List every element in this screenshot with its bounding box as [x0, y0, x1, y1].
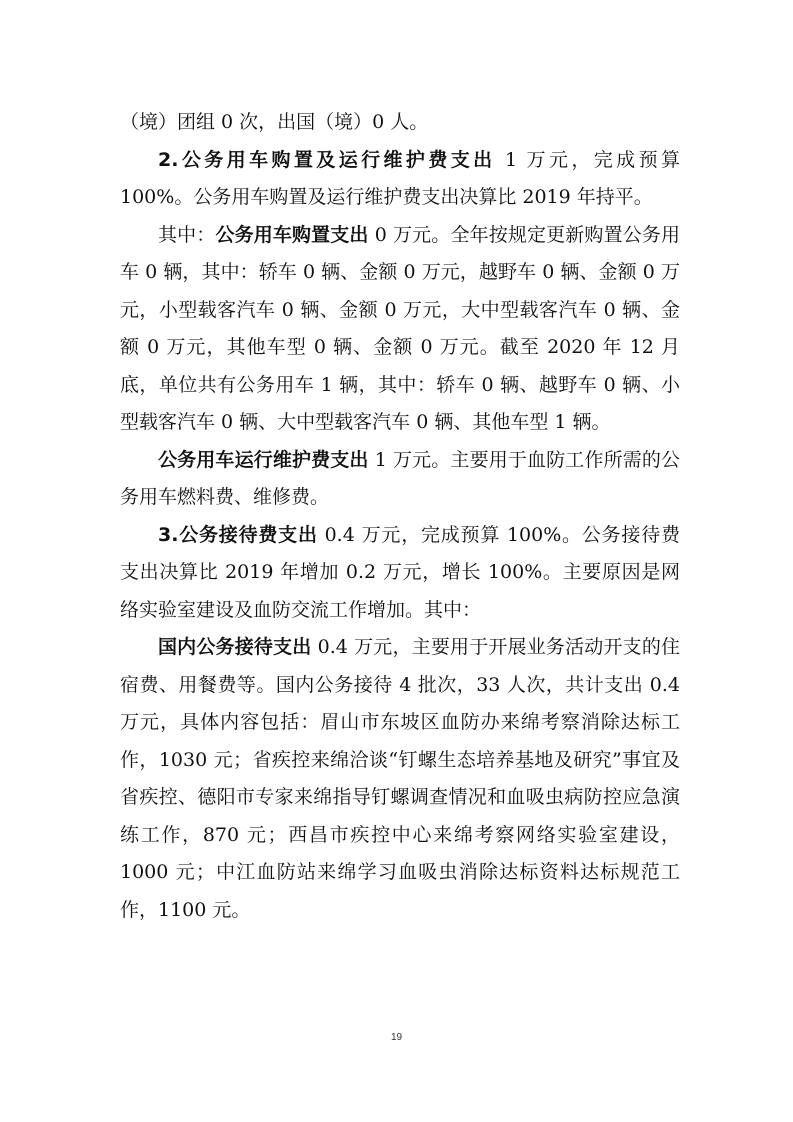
paragraph-4: [120, 442, 680, 517]
section-heading-vehicle: 2.公务用车购置及运行维护费支出: [158, 148, 496, 171]
text-run: 0.4 万元，主要用于开展业务活动开支的住宿费、用餐费等。国内公务接待 4 批次，33 人次，共计支出 0.4 万元，具体内容包括：眉山市东坡区血防办来绵考察消除达标工作，1030 元；省疾控来绵洽谈“钉螺生态培养基地及研究”事宜及省疾控、德阳市专家来绵指导钉螺调查情况和血吸虫病防控应急演练工作，870 元；西昌市疾控中心来绵考察网络实验室建设，1000 元；中江血防站来绵学习血吸虫消除达标资料达标规范工作，1100 元。: [120, 636, 680, 921]
text-run: 0.4 万元，完成预算 100%。公务接待费支出决算比 2019 年增加 0.2 万元，增长 100%。主要原因是网络实验室建设及血防交流工作增加。其中：: [120, 523, 680, 621]
subheading-domestic-reception: 国内公务接待支出: [158, 636, 312, 658]
text-run: （境）团组 0 次，出国（境）0 人。: [120, 111, 429, 133]
paragraph-5: [120, 517, 680, 630]
paragraph-3: [120, 217, 680, 442]
text-run: 1 万元，完成预算 100%。公务用车购置及运行维护费支出决算比 2019 年持平。: [120, 148, 680, 208]
section-heading-reception: 3.公务接待费支出: [158, 523, 318, 546]
text-run: 1 万元。主要用于血防工作所需的公务用车燃料费、维修费。: [120, 448, 680, 508]
page-number: 19: [390, 1032, 403, 1043]
paragraph-2: [120, 142, 680, 217]
paragraph-1: [120, 104, 680, 142]
paragraph-6: [120, 629, 680, 929]
subheading-vehicle-purchase: 公务用车购置支出: [215, 223, 369, 246]
text-run: 0 万元。全年按规定更新购置公务用车 0 辆，其中：轿车 0 辆、金额 0 万元，越野车 0 辆、金额 0 万元，小型载客汽车 0 辆、金额 0 万元，大中型载客汽车 0 辆、金额 0 万元，其他车型 0 辆、金额 0 万元。截至 2020 年 12 月底，单位共有公务用车 1 辆，其中：轿车 0 辆、越野车 0 辆、小型载客汽车 0 辆、大中型载客汽车 0 辆、其他车型 1 辆。: [120, 223, 680, 433]
text-run: 其中：: [158, 223, 216, 246]
body-text: [120, 104, 680, 929]
subheading-vehicle-maintenance: 公务用车运行维护费支出: [158, 448, 369, 471]
